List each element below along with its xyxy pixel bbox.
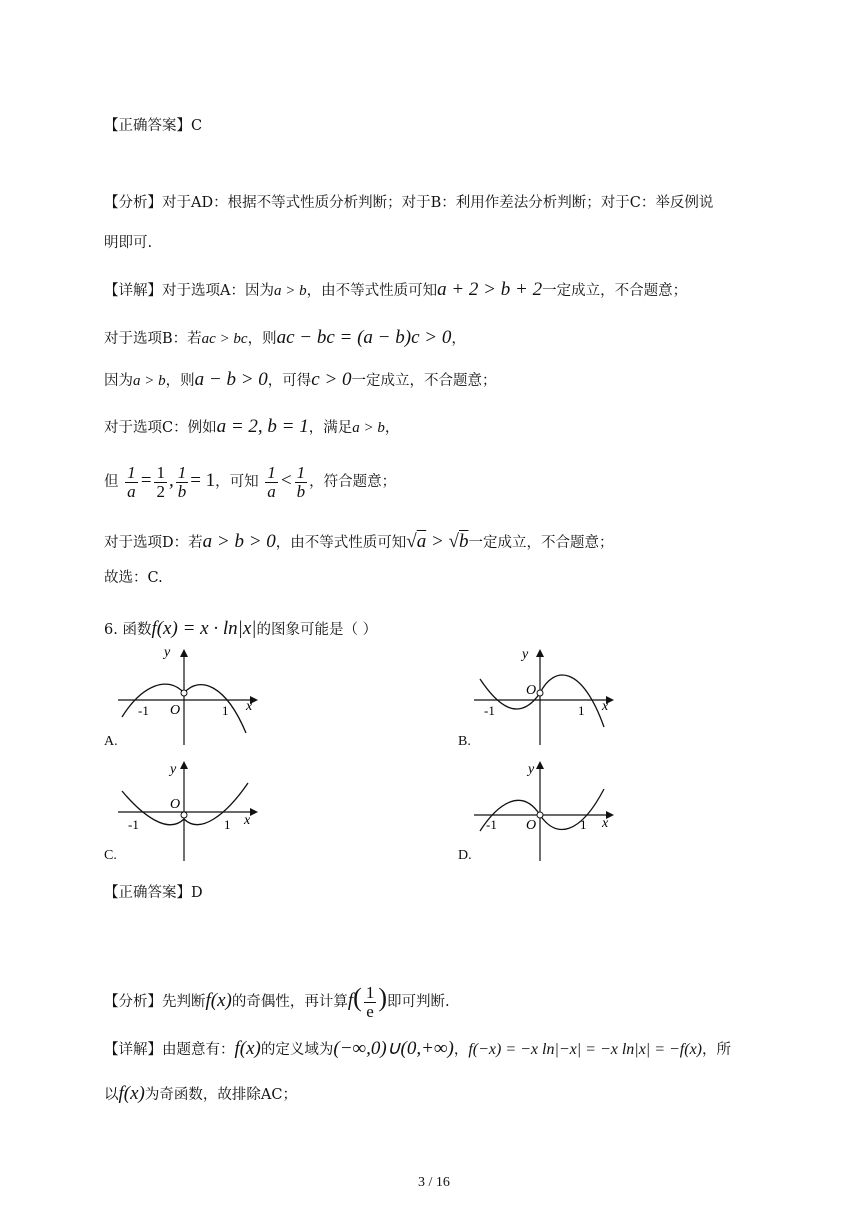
x-label: x bbox=[246, 699, 253, 714]
text: ， bbox=[384, 420, 400, 436]
q6-analysis: 【分析】先判断f(x)的奇偶性，再计算f( $\frac{1}{e}$ )即可判断. bbox=[104, 982, 450, 1021]
q5-analysis-line-1 bbox=[104, 193, 713, 213]
tick-one: 1 bbox=[222, 703, 229, 718]
text: 由题意有： bbox=[162, 1042, 235, 1058]
graph-option-c bbox=[118, 757, 268, 862]
tick-one: 1 bbox=[580, 817, 587, 832]
analysis-label: 【分析】 bbox=[104, 994, 162, 1010]
text: 对于选项C：例如 bbox=[104, 420, 217, 436]
text: 先判断 bbox=[162, 994, 206, 1010]
detail-label: 【详解】 bbox=[104, 283, 162, 299]
text: ，可得 bbox=[267, 373, 312, 389]
analysis-label: 【分析】 bbox=[104, 195, 162, 211]
text: 以 bbox=[104, 1087, 119, 1103]
text: 一定成立，不合题意； bbox=[468, 535, 614, 551]
origin-label: O bbox=[526, 818, 537, 833]
math-inline: a − b > 0 bbox=[194, 369, 268, 390]
answer-label: 【正确答案】 bbox=[104, 118, 191, 134]
y-label: y bbox=[170, 762, 177, 777]
text: ，可知 bbox=[215, 474, 259, 490]
text: ，则 bbox=[165, 373, 195, 389]
text: 的图象可能是（ ） bbox=[256, 622, 378, 638]
fraction-1-over-e: $\frac{1}{e}$ bbox=[365, 982, 375, 1021]
math-inline: a > b bbox=[273, 283, 307, 299]
text: 对于选项D：若 bbox=[104, 535, 203, 551]
math-inline: f(x) bbox=[118, 1083, 145, 1104]
q5-detail-b bbox=[104, 328, 466, 349]
math-inline: f(x) = x · ln|x| bbox=[151, 618, 257, 639]
q5-detail-b2 bbox=[104, 370, 497, 391]
text: 故选：C. bbox=[104, 570, 163, 586]
math-inline: (−∞,0)∪(0,+∞) bbox=[333, 1038, 454, 1059]
text: ， bbox=[453, 1042, 469, 1058]
text: 但 bbox=[104, 474, 119, 490]
analysis-text: 对于AD：根据不等式性质分析判断；对于B：利用作差法分析判断；对于C：举反例说 bbox=[162, 195, 714, 211]
fraction-1-over-a: $\frac{1}{a}$ bbox=[127, 462, 136, 501]
text: ，所 bbox=[702, 1042, 731, 1058]
option-b-label: B. bbox=[458, 734, 471, 749]
text: 因为 bbox=[104, 373, 133, 389]
x-label: x bbox=[244, 813, 251, 828]
q5-detail-d bbox=[104, 532, 613, 553]
graph-option-b bbox=[474, 645, 624, 745]
text: ，由不等式性质可知 bbox=[275, 535, 407, 551]
math-inline: a > b bbox=[133, 373, 166, 389]
text: 为奇函数，故排除AC； bbox=[144, 1087, 297, 1103]
text: ，则 bbox=[247, 331, 277, 347]
graph-option-a bbox=[118, 645, 268, 745]
answer-label: 【正确答案】 bbox=[104, 885, 191, 901]
y-label: y bbox=[164, 645, 171, 660]
math-inline: c > 0 bbox=[311, 369, 352, 390]
q6-detail-2 bbox=[104, 1084, 297, 1105]
tick-neg-one: -1 bbox=[484, 703, 495, 718]
x-label: x bbox=[602, 816, 609, 831]
analysis-text: 明即可. bbox=[104, 235, 153, 251]
graph-option-d bbox=[474, 757, 624, 862]
text: 即可判断. bbox=[387, 994, 450, 1010]
option-c-label: C. bbox=[104, 848, 117, 863]
tick-one: 1 bbox=[578, 703, 585, 718]
q5-answer-line bbox=[104, 116, 202, 136]
fraction-1-over-b: $\frac{1}{b}$ bbox=[296, 462, 306, 501]
math-inline: f(−x) = −x ln|−x| = −x ln|x| = −f(x) bbox=[468, 1041, 702, 1058]
text: 对于选项B：若 bbox=[104, 331, 202, 347]
text: 的定义域为 bbox=[260, 1042, 334, 1058]
q6-detail-1 bbox=[104, 1039, 731, 1060]
text: 的奇偶性，再计算 bbox=[231, 994, 348, 1010]
tick-neg-one: -1 bbox=[138, 703, 149, 718]
detail-label: 【详解】 bbox=[104, 1042, 162, 1058]
q6-answer-line bbox=[104, 883, 203, 903]
q6-stem bbox=[104, 619, 377, 640]
math-inline: f(x) bbox=[234, 1038, 261, 1059]
text: 对于选项A：因为 bbox=[162, 283, 274, 299]
answer-value: C bbox=[191, 118, 203, 134]
x-label: x bbox=[602, 699, 609, 714]
tick-neg-one: -1 bbox=[128, 817, 139, 832]
tick-neg-one: -1 bbox=[486, 817, 497, 832]
origin-label: O bbox=[526, 683, 537, 698]
text: 一定成立，不合题意； bbox=[351, 373, 497, 389]
fraction-1-over-a: $\frac{1}{a}$ bbox=[267, 462, 276, 501]
option-d-label: D. bbox=[458, 848, 472, 863]
option-a-label: A. bbox=[104, 734, 118, 749]
y-label: y bbox=[528, 762, 535, 777]
origin-label: O bbox=[170, 797, 181, 812]
answer-value: D bbox=[191, 885, 203, 901]
sqrt-expression: √a > √b bbox=[406, 531, 469, 552]
fraction-1-over-2: $\frac{1}{2}$ bbox=[156, 462, 165, 501]
q5-conclusion bbox=[104, 568, 163, 588]
math-inline: ac − bc = (a − b)c > 0 bbox=[276, 327, 452, 348]
tick-one: 1 bbox=[224, 817, 231, 832]
math-inline: a > b bbox=[352, 420, 385, 436]
q5-detail-a bbox=[104, 280, 687, 301]
math-inline: a = 2, b = 1 bbox=[216, 416, 309, 437]
fraction-1-over-b: $\frac{1}{b}$ bbox=[177, 462, 187, 501]
text: ， bbox=[451, 331, 466, 347]
math-inline: a + 2 > b + 2 bbox=[437, 279, 543, 300]
text: 一定成立，不合题意； bbox=[542, 283, 688, 299]
text: ，符合题意； bbox=[309, 474, 397, 490]
text: ，由不等式性质可知 bbox=[306, 283, 438, 299]
math-inline: f(x) bbox=[205, 990, 232, 1011]
math-inline: f bbox=[347, 990, 354, 1011]
q5-detail-c2: 但 $\frac{1}{a}$ = $\frac{1}{2}$ , $\frac{1}{b}$ = 1，可知 $\frac{1}{a}$ < $\frac{1}{b}$ ，符合题意； bbox=[104, 462, 397, 501]
math-inline: a > b > 0 bbox=[202, 531, 276, 552]
origin-label: O bbox=[170, 703, 181, 718]
q5-detail-c bbox=[104, 417, 399, 438]
question-number: 6. 函数 bbox=[104, 622, 152, 638]
text: ，满足 bbox=[308, 420, 353, 436]
math-inline: ac > bc bbox=[201, 331, 248, 347]
page-number: 3 / 16 bbox=[418, 1175, 450, 1190]
y-label: y bbox=[522, 647, 529, 662]
q5-analysis-line-2 bbox=[104, 233, 152, 253]
